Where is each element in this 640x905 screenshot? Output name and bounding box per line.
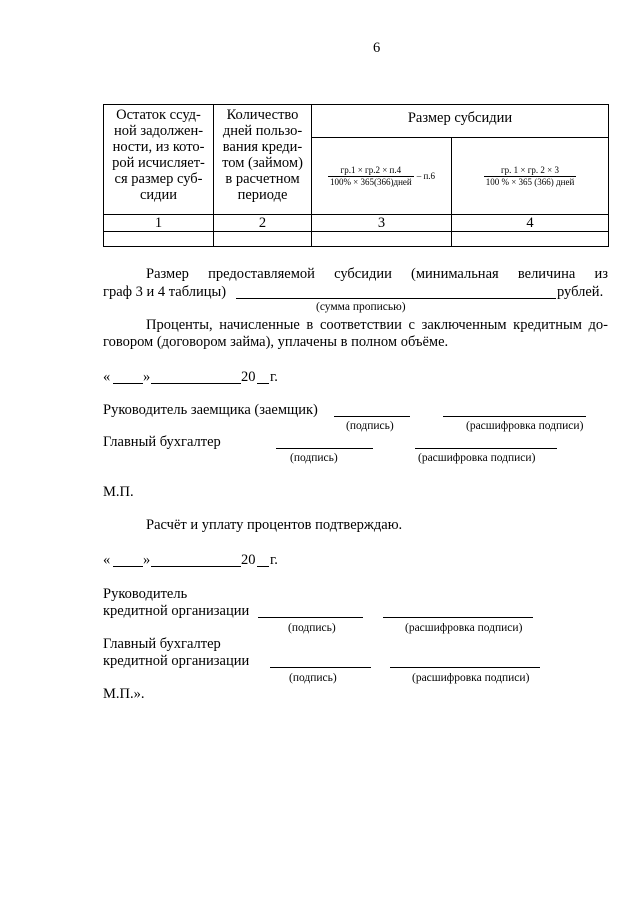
table-empty-cell [312,232,452,247]
col1-header-line: ности, из кото- [112,139,205,155]
bank-accountant-label-line1: Главный бухгалтер [103,636,221,652]
sum-in-words-line [236,298,556,299]
col-number: 2 [214,215,312,232]
col-number: 4 [452,215,609,232]
date2-day-line [113,566,143,567]
page-number: 6 [373,40,381,56]
borrower-accountant-decode-caption: (расшифровка подписи) [418,452,536,464]
formula-col3 [312,138,452,215]
date1-year-prefix: 20 [241,369,256,385]
borrower-seal-mark: М.П. [103,484,134,500]
table-empty-cell [452,232,609,247]
col1-header [104,105,214,215]
date1-year-suffix: г. [270,369,278,385]
formula-col4 [452,138,609,215]
bank-head-decode-caption: (расшифровка подписи) [405,622,523,634]
date2-year-prefix: 20 [241,552,256,568]
bank-accountant-decode-line [390,667,540,668]
formula4-denominator: 100 % × 365 (366) дней [485,176,575,187]
borrower-head-label: Руководитель заемщика (заемщик) [103,402,318,418]
col2-header-line: Количество [226,107,299,123]
borrower-accountant-sign-caption: (подпись) [290,452,338,464]
col2-header-line: периоде [237,187,288,203]
col2-header-line: том (займом) [222,155,303,171]
formula4-numerator: гр. 1 × гр. 2 × 3 [484,165,577,177]
bank-accountant-sign-line [270,667,371,668]
date2-close-quote: » [143,552,151,568]
formula4-fraction [484,165,577,188]
col1-header-line: Остаток ссуд- [116,107,201,123]
formula3-fraction [328,165,414,188]
bank-head-sign-caption: (подпись) [288,622,336,634]
borrower-head-decode-caption: (расшифровка подписи) [466,420,584,432]
borrower-head-sign-line [334,416,410,417]
date2-open-quote: « [103,552,111,568]
col-number: 1 [104,215,214,232]
date2-month-line [151,566,241,567]
para1-line2-start: граф 3 и 4 таблицы) [103,284,227,300]
formula3-numerator: гр.1 × гр.2 × п.4 [328,165,414,177]
sum-in-words-caption: (сумма прописью) [316,301,406,313]
col2-header [214,105,312,215]
table-empty-cell [214,232,312,247]
formula3-denominator: 100% × 365(366)дней [329,176,412,187]
bank-head-label-line2: кредитной организации [103,603,250,619]
confirmation-text: Расчёт и уплату процентов подтверждаю. [146,517,403,533]
col1-header-line: сидии [139,187,178,203]
table-empty-cell [104,232,214,247]
bank-accountant-label-line2: кредитной организации [103,653,250,669]
col1-header-line: рой исчисляет- [112,155,205,171]
bank-accountant-sign-caption: (подпись) [289,672,337,684]
bank-seal-mark: М.П.». [103,686,145,702]
date1-year-line [257,383,269,384]
borrower-accountant-label: Главный бухгалтер [103,434,221,450]
formula3-suffix: – п.6 [416,171,436,181]
subsidy-size-header: Размер субсидии [312,105,609,138]
bank-head-decode-line [383,617,533,618]
para1-line1: Размер предоставляемой субсидии (минимальная величина из [146,266,608,282]
date1-close-quote: » [143,369,151,385]
col-number: 3 [312,215,452,232]
date2-year-line [257,566,269,567]
borrower-head-decode-line [443,416,586,417]
para2-line1: Проценты, начисленные в соответствии с заключенным кредитным до- [146,317,608,333]
date2-year-suffix: г. [270,552,278,568]
date1-month-line [151,383,241,384]
para1-line2-end: рублей. [557,284,604,300]
col1-header-line: ной задолжен- [113,123,204,139]
borrower-accountant-decode-line [415,448,557,449]
borrower-head-sign-caption: (подпись) [346,420,394,432]
col2-header-line: в расчетном [225,171,300,187]
col2-header-line: дней пользо- [222,123,303,139]
para2-line2: говором (договором займа), уплачены в полном объёме. [103,334,449,350]
date1-day-line [113,383,143,384]
borrower-accountant-sign-line [276,448,373,449]
col1-header-line: ся размер суб- [114,171,203,187]
subsidy-table [103,104,609,247]
bank-accountant-decode-caption: (расшифровка подписи) [412,672,530,684]
bank-head-sign-line [258,617,363,618]
date1-open-quote: « [103,369,111,385]
col2-header-line: вания креди- [222,139,303,155]
bank-head-label-line1: Руководитель [103,586,188,602]
